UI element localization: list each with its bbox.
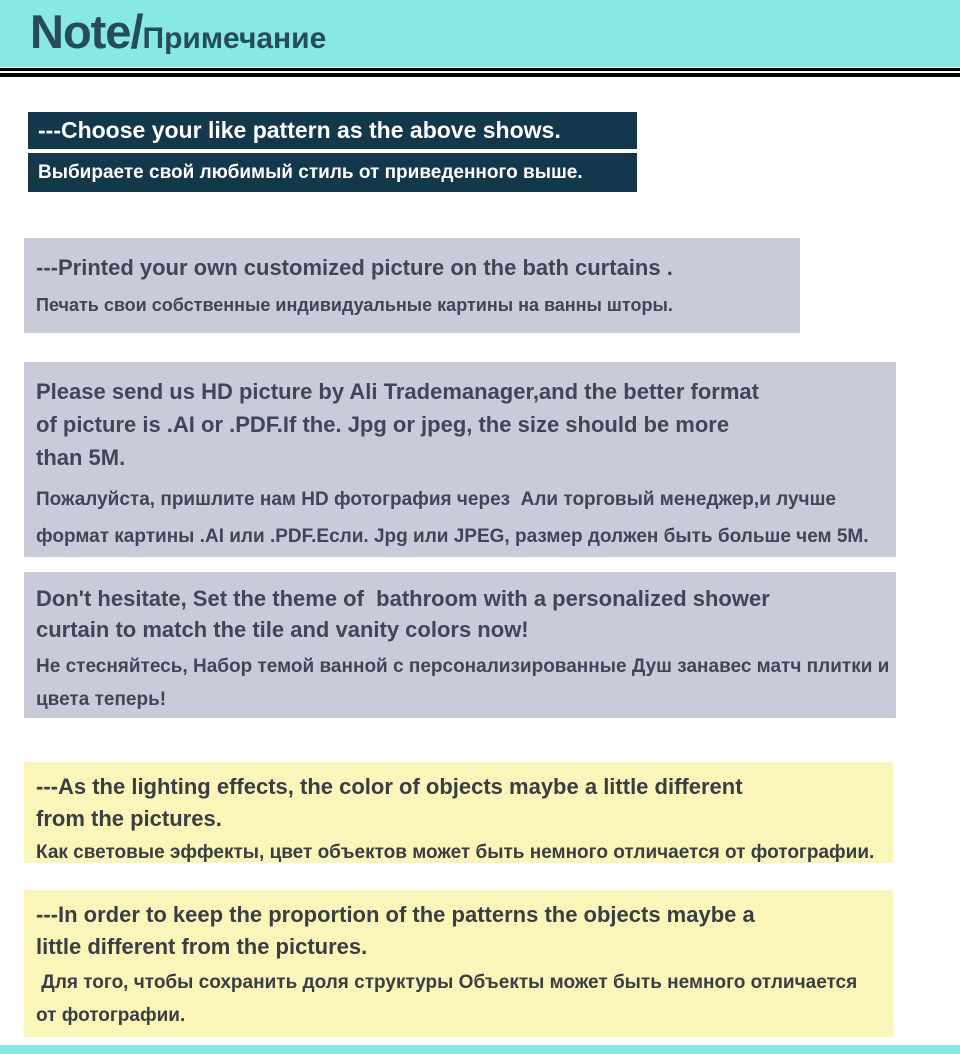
note-custom-print-box xyxy=(24,238,800,333)
note-lighting-effects-ru-line: Как световые эффекты, цвет объектов может быть немного отличается от фотографии. xyxy=(36,842,875,863)
note-lighting-effects-en-line: ---As the lighting effects, the color of objects maybe a little different xyxy=(36,774,743,799)
note-choose-pattern-ru xyxy=(28,153,637,192)
note-lighting-effects-en-line: from the pictures. xyxy=(36,806,222,831)
note-proportion-ru-line: от фотографии. xyxy=(36,1005,186,1026)
note-dont-hesitate-en-line: Don't hesitate, Set the theme of bathroom with a personalized shower xyxy=(36,586,770,611)
note-dont-hesitate-ru-line: цвета теперь! xyxy=(36,689,167,710)
note-choose-pattern-en-text: ---Choose your like pattern as the above shows. xyxy=(38,117,561,143)
note-dont-hesitate-box xyxy=(24,572,896,718)
note-send-picture-ru-line: Пожалуйста, пришлите нам HD фотография через Али торговый менеджер,и лучше xyxy=(36,489,836,510)
header-divider-line-bottom xyxy=(0,73,960,77)
note-dont-hesitate-ru xyxy=(36,650,888,716)
note-dont-hesitate-ru-line: Не стесняйтесь, Набор темой ванной с персонализированные Душ занавес матч плитки и xyxy=(36,656,890,677)
note-lighting-effects-box xyxy=(24,762,893,863)
note-lighting-effects-en xyxy=(36,771,885,835)
note-send-picture-en-line: Please send us HD picture by Ali Trademanager,and the better format xyxy=(36,379,759,404)
note-choose-pattern-ru-text: Выбираете свой любимый стиль от приведенного выше. xyxy=(38,161,583,183)
header-divider-line-top xyxy=(0,68,960,71)
note-proportion-en xyxy=(36,899,885,963)
note-custom-print-en-line: ---Printed your own customized picture on the bath curtains . xyxy=(36,255,673,280)
page-title-russian: Примечание xyxy=(142,22,327,55)
note-send-picture-ru xyxy=(36,481,888,555)
note-custom-print-ru xyxy=(36,292,792,318)
note-dont-hesitate-en xyxy=(36,583,888,645)
note-proportion-ru xyxy=(36,966,885,1032)
header-banner xyxy=(0,0,960,67)
note-send-picture-box xyxy=(24,362,896,557)
page-title-english: Note/ xyxy=(30,5,143,58)
note-send-picture-en xyxy=(36,375,888,474)
note-send-picture-ru-line: формат картины .AI или .PDF.Если. Jpg или JPEG, размер должен быть больше чем 5M. xyxy=(36,526,869,547)
note-send-picture-en-line: of picture is .AI or .PDF.If the. Jpg or jpeg, the size should be more xyxy=(36,412,730,437)
note-custom-print-en xyxy=(36,252,792,283)
note-proportion-box xyxy=(24,890,893,1037)
note-custom-print-ru-line: Печать свои собственные индивидуальные картины на ванны шторы. xyxy=(36,295,673,315)
note-proportion-en-line: ---In order to keep the proportion of the patterns the objects maybe a xyxy=(36,902,755,927)
note-lighting-effects-ru xyxy=(36,839,885,866)
footer-accent-bar xyxy=(0,1045,960,1054)
note-dont-hesitate-en-line: curtain to match the tile and vanity colors now! xyxy=(36,617,529,642)
note-proportion-ru-line: Для того, чтобы сохранить доля структуры Объекты может быть немного отличается xyxy=(36,972,858,993)
note-choose-pattern-en xyxy=(28,112,637,149)
note-proportion-en-line: little different from the pictures. xyxy=(36,934,368,959)
note-send-picture-en-line: than 5M. xyxy=(36,445,126,470)
